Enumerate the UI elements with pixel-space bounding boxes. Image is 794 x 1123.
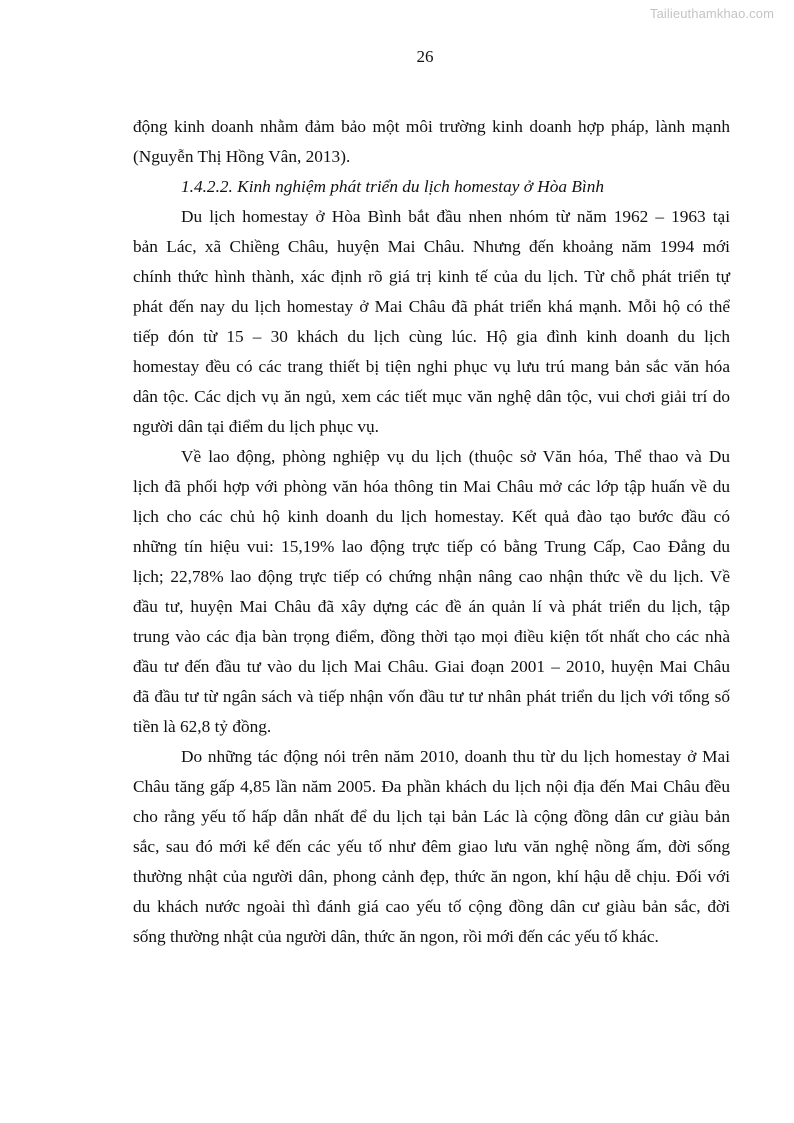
text-line: homestay đều có các trang thiết bị tiện nghi phục vụ lưu trú mang bản sắc văn hóa: [133, 357, 730, 376]
document-body: [133, 112, 730, 952]
text-line: Châu tăng gấp 4,85 lần năm 2005. Đa phần khách du lịch nội địa đến Mai Châu đều: [133, 777, 730, 796]
text-line: đầu tư đến đầu tư vào du lịch Mai Châu. Giai đoạn 2001 – 2010, huyện Mai Châu: [133, 657, 730, 676]
text-line: người dân tại điểm du lịch phục vụ.: [133, 417, 379, 436]
text-line: phát đến nay du lịch homestay ở Mai Châu đã phát triển khá mạnh. Mỗi hộ có thể: [133, 297, 730, 316]
text-line: 1.4.2.2. Kinh nghiệm phát triển du lịch homestay ở Hòa Bình: [181, 177, 604, 196]
text-line: đầu tư, huyện Mai Châu đã xây dựng các đề án quản lí và phát triển du lịch, tập: [133, 597, 730, 616]
text-line: trung vào các địa bàn trọng điểm, đồng thời tạo mọi điều kiện tốt nhất cho các nhà: [133, 627, 730, 646]
paragraph: [133, 442, 730, 742]
text-line: lịch; 22,78% lao động trực tiếp có chứng nhận nâng cao nhận thức về du lịch. Về: [133, 567, 730, 586]
text-line: (Nguyễn Thị Hồng Vân, 2013).: [133, 147, 351, 166]
text-line: dân tộc. Các dịch vụ ăn ngủ, xem các tiết mục văn nghệ dân tộc, vui chơi giải trí do: [133, 387, 730, 406]
text-line: bản Lác, xã Chiềng Châu, huyện Mai Châu. Nhưng đến khoảng năm 1994 mới: [133, 237, 730, 256]
page-number: 26: [416, 47, 434, 66]
watermark: Tailieuthamkhao.com: [650, 6, 775, 21]
text-line: du khách nước ngoài thì đánh giá cao yếu tố cộng đồng dân cư giàu bản sắc, đời: [133, 897, 730, 916]
text-line: lịch đã phối hợp với phòng văn hóa thông tin Mai Châu mở các lớp tập huấn về du: [133, 477, 730, 496]
text-line: cho rằng yếu tố hấp dẫn nhất để du lịch tại bản Lác là cộng đồng dân cư giàu bản: [133, 807, 730, 826]
text-line: Do những tác động nói trên năm 2010, doanh thu từ du lịch homestay ở Mai: [181, 747, 730, 766]
paragraph: [133, 112, 730, 172]
text-line: thường nhật của người dân, phong cảnh đẹp, thức ăn ngon, khí hậu dễ chịu. Đối với: [133, 867, 730, 886]
paragraph: [133, 202, 730, 442]
text-line: sắc, sau đó mới kể đến các yếu tố như đêm giao lưu văn nghệ nồng ấm, đời sống: [133, 837, 730, 856]
text-line: đã đầu tư từ ngân sách và tiếp nhận vốn đầu tư tư nhân phát triển du lịch với tổng số: [133, 687, 730, 706]
text-line: lịch cho các chủ hộ kinh doanh du lịch homestay. Kết quả đào tạo bước đầu có: [133, 507, 730, 526]
text-line: tiền là 62,8 tỷ đồng.: [133, 717, 272, 736]
paragraph: [133, 742, 730, 952]
text-line: Về lao động, phòng nghiệp vụ du lịch (thuộc sở Văn hóa, Thể thao và Du: [181, 447, 730, 466]
text-line: tiếp đón từ 15 – 30 khách du lịch cùng lúc. Hộ gia đình kinh doanh du lịch: [133, 327, 730, 346]
section-heading: [133, 172, 730, 202]
text-line: sống thường nhật của người dân, thức ăn ngon, rồi mới đến các yếu tố khác.: [133, 927, 659, 946]
text-line: động kinh doanh nhằm đảm bảo một môi trường kinh doanh hợp pháp, lành mạnh: [133, 117, 730, 136]
text-line: những tín hiệu vui: 15,19% lao động trực tiếp có bằng Trung Cấp, Cao Đẳng du: [133, 537, 730, 556]
text-line: chính thức hình thành, xác định rõ giá trị kinh tế của du lịch. Từ chỗ phát triển tự: [133, 267, 730, 286]
text-line: Du lịch homestay ở Hòa Bình bắt đầu nhen nhóm từ năm 1962 – 1963 tại: [181, 207, 730, 226]
